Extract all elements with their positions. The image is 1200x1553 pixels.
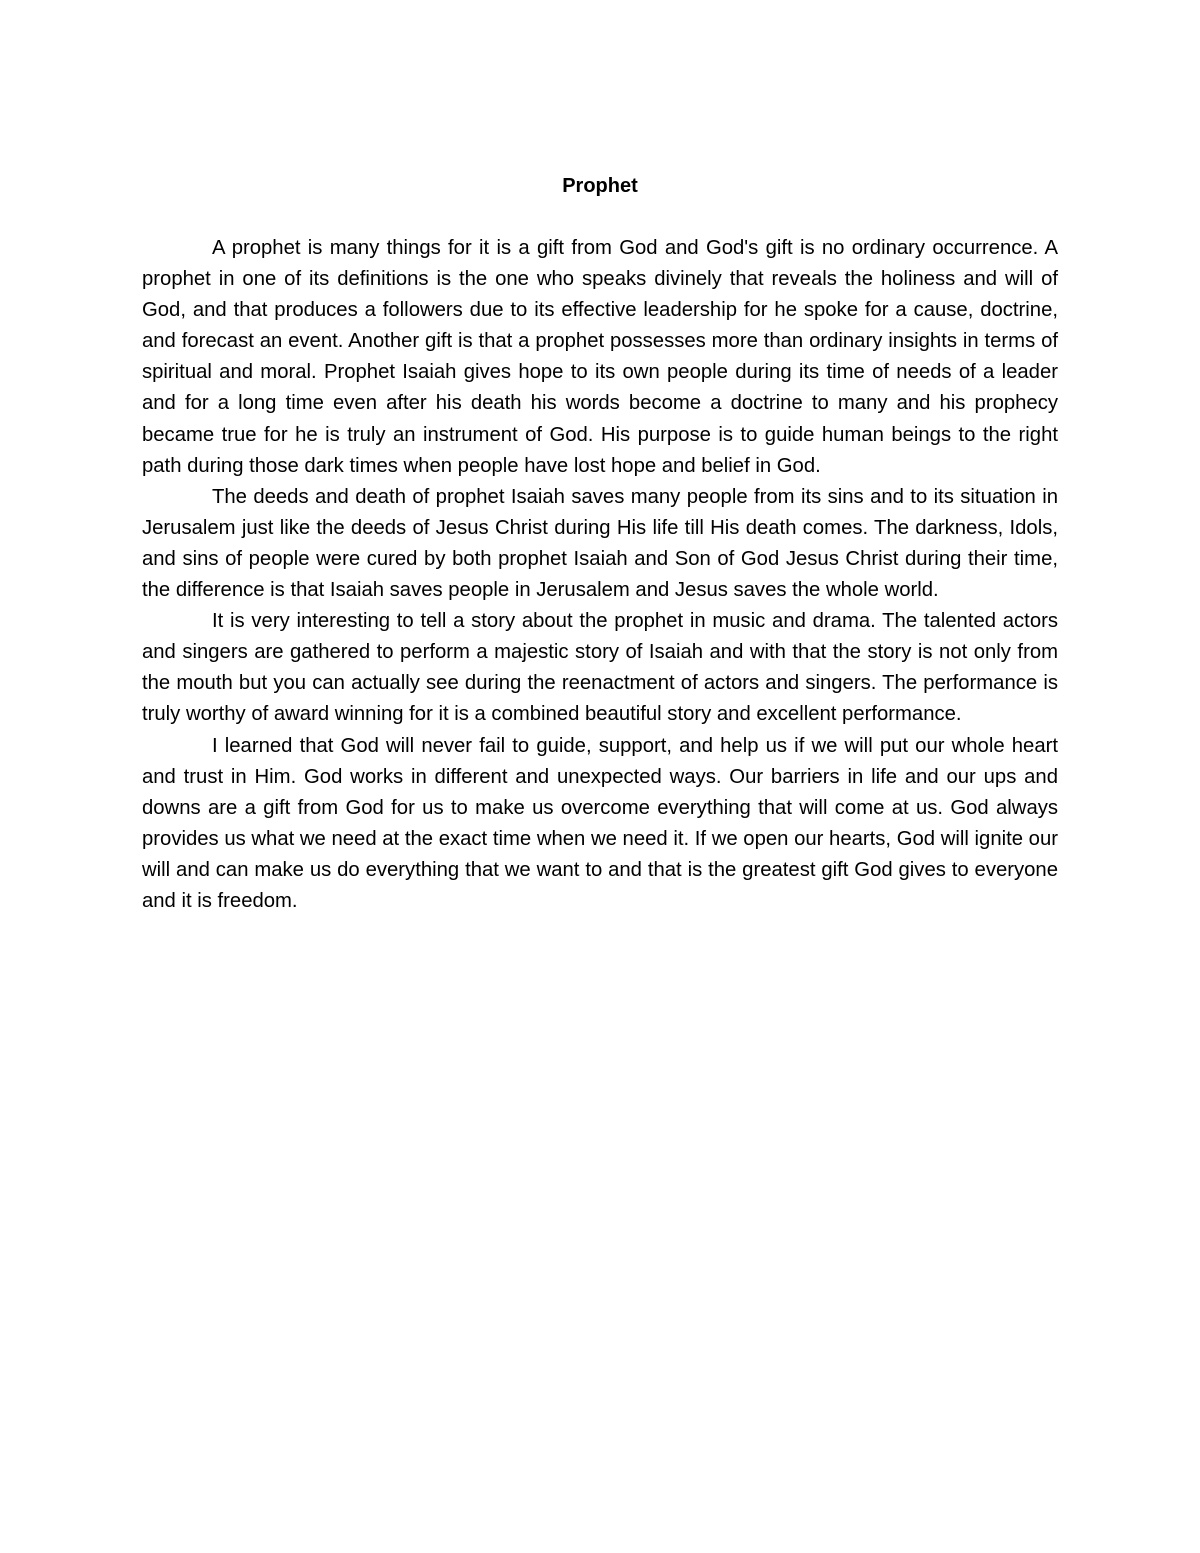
paragraph-4: I learned that God will never fail to guide, support, and help us if we will put our whole heart and trust in Him. God works in different and unexpected ways. Our barriers in life and our ups and downs are a gift from God for us to make us overcome everything that will come at us. God always provides us what we need at the exact time when we need it. If we open our hearts, God will ignite our will and can make us do everything that we want to and that is the greatest gift God gives to everyone and it is freedom. [142,734,1058,912]
paragraph-1: A prophet is many things for it is a gift from God and God's gift is no ordinary occurrence. A prophet in one of its definitions is the one who speaks divinely that reveals the holiness and will of God, and that produces a followers due to its effective leadership for he spoke for a cause, doctrine, and forecast an event. Another gift is that a prophet possesses more than ordinary insights in terms of spiritual and moral. Prophet Isaiah gives hope to its own people during its time of needs of a leader and for a long time even after his death his words become a doctrine to many and his prophecy became true for he is truly an instrument of God. His purpose is to guide human beings to the right path during those dark times when people have lost hope and belief in God. [142,237,1058,477]
document-body [142,233,1058,917]
document-title: Prophet [562,175,638,197]
paragraph-2: The deeds and death of prophet Isaiah saves many people from its sins and to its situation in Jerusalem just like the deeds of Jesus Christ during His life till His death comes. The darkness, Idols, and sins of people were cured by both prophet Isaiah and Son of God Jesus Christ during their time, the difference is that Isaiah saves people in Jerusalem and Jesus saves the whole world. [142,485,1058,602]
paragraph-3: It is very interesting to tell a story about the prophet in music and drama. The talented actors and singers are gathered to perform a majestic story of Isaiah and with that the story is not only from the mouth but you can actually see during the reenactment of actors and singers. The performance is truly worthy of award winning for it is a combined beautiful story and excellent performance. [142,610,1058,726]
